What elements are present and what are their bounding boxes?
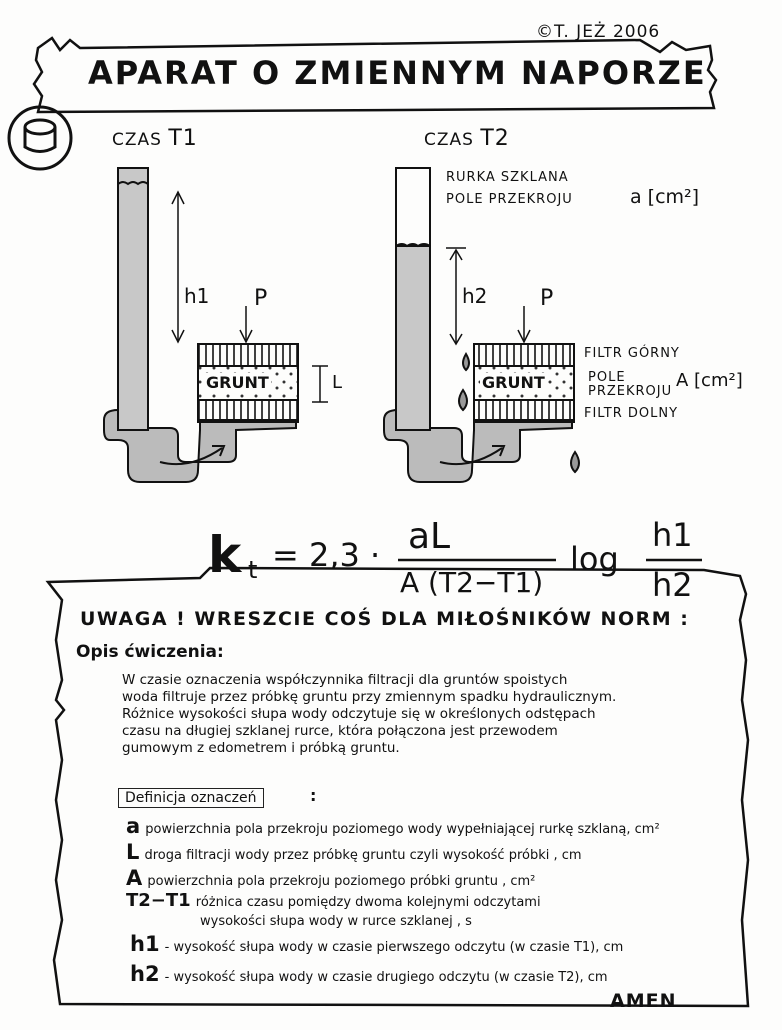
formula-log: log	[570, 540, 619, 578]
description-line: W czasie oznaczenia współczynnika filtracji dla gruntów spoistych	[122, 672, 568, 688]
page-title: APARAT O ZMIENNYM NAPORZE	[88, 54, 707, 92]
exercise-heading: Opis ćwiczenia:	[76, 642, 224, 662]
filter-top-label: FILTR GÓRNY	[584, 346, 680, 361]
h1-label: h1	[184, 284, 210, 308]
note-heading: UWAGA ! WRESZCIE COŚ DLA MIŁOŚNIKÓW NORM :	[80, 608, 690, 630]
copyright: ©T. JEŻ 2006	[536, 22, 661, 42]
p-label-right: P	[540, 286, 554, 311]
czas-t2-label: CZAS T2	[424, 126, 510, 151]
amen-label: AMEN	[610, 990, 677, 1012]
definition-row-A: A powierzchnia pola przekroju poziomego próbki gruntu , cm²	[126, 866, 536, 890]
l-label: L	[332, 372, 343, 393]
sample-area-label: A [cm²]	[676, 370, 743, 391]
formula-denominator: A (T2−T1)	[400, 566, 544, 599]
description-line: Różnice wysokości słupa wody odczytuje się w określonych odstępach	[122, 706, 596, 722]
soil-label-left: GRUNT	[206, 373, 269, 392]
formula-eq: = 2,3 ·	[272, 536, 381, 574]
czas-t1-label: CZAS T1	[112, 126, 198, 151]
formula-numerator: aL	[408, 516, 451, 557]
exercise-description	[122, 672, 762, 757]
definition-row-h1: h1 - wysokość słupa wody w czasie pierwszego odczytu (w czasie T1), cm	[130, 932, 624, 956]
filter-bottom-label: FILTR DOLNY	[584, 406, 679, 421]
definitions-colon: :	[310, 786, 317, 805]
tube-label-line2: POLE PRZEKROJU	[446, 192, 573, 207]
description-line: woda filtruje przez próbkę gruntu przy zmiennym spadku hydraulicznym.	[122, 689, 617, 705]
p-label-left: P	[254, 286, 268, 311]
left-apparatus	[104, 168, 328, 482]
definitions-heading: Definicja oznaczeń	[118, 788, 264, 808]
container-icon	[9, 107, 71, 169]
description-line: czasu na długiej szklanej rurce, która połączona jest przewodem	[122, 723, 558, 739]
formula-log-denominator: h2	[652, 566, 693, 604]
tube-label-line1: RURKA SZKLANA	[446, 170, 569, 185]
formula-k: k	[208, 526, 242, 584]
formula-k-sub: t	[248, 556, 258, 584]
formula-log-numerator: h1	[652, 516, 693, 554]
definition-row-time-cont: wysokości słupa wody w rurce szklanej , s	[200, 914, 472, 929]
definition-row-L: L droga filtracji wody przez próbkę gruntu czyli wysokość próbki , cm	[126, 840, 582, 864]
definition-row-a: a powierzchnia pola przekroju poziomego wody wypełniającej rurkę szklaną, cm²	[126, 814, 660, 838]
soil-label-right: GRUNT	[482, 373, 545, 392]
right-apparatus	[384, 168, 579, 482]
h2-label: h2	[462, 284, 488, 308]
area-label-line1: POLE	[588, 370, 626, 385]
definition-row-time: T2−T1 różnica czasu pomiędzy dwoma kolejnymi odczytami	[126, 890, 541, 911]
tube-area-label: a [cm²]	[630, 186, 700, 208]
description-line: gumowym z edometrem i próbką gruntu.	[122, 740, 400, 756]
definition-row-h2: h2 - wysokość słupa wody w czasie drugiego odczytu (w czasie T2), cm	[130, 962, 608, 986]
area-label-line2: PRZEKROJU	[588, 384, 673, 399]
